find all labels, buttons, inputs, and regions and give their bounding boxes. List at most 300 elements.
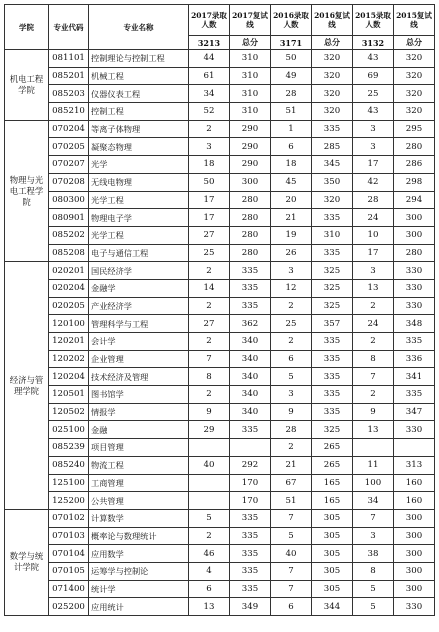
table-row [5, 262, 435, 280]
major-name-cell: 技术经济及管理 [89, 368, 189, 386]
table-row [5, 545, 435, 563]
enroll-2016-cell: 19 [271, 226, 312, 244]
table-row [5, 456, 435, 474]
line-2016-cell: 350 [312, 173, 353, 191]
enroll-2017-cell: 7 [189, 350, 230, 368]
line-2015-cell: 300 [394, 509, 435, 527]
header-name: 专业名称 [89, 5, 189, 50]
line-2017-cell: 310 [230, 67, 271, 85]
line-2016-cell: 325 [312, 297, 353, 315]
major-code-cell: 070105 [49, 562, 89, 580]
enroll-2016-cell: 7 [271, 580, 312, 598]
major-name-cell: 光学工程 [89, 191, 189, 209]
college-cell: 物理与光电工程学院 [5, 120, 49, 262]
line-2017-cell [230, 439, 271, 457]
enroll-2017-cell: 9 [189, 403, 230, 421]
line-2017-cell: 335 [230, 297, 271, 315]
line-2015-cell: 330 [394, 598, 435, 616]
major-code-cell: 085201 [49, 67, 89, 85]
table-row [5, 333, 435, 351]
line-2015-cell: 330 [394, 297, 435, 315]
major-code-cell: 125100 [49, 474, 89, 492]
enroll-2017-cell: 5 [189, 509, 230, 527]
table-row [5, 350, 435, 368]
line-2017-cell: 280 [230, 244, 271, 262]
enroll-2016-cell: 6 [271, 138, 312, 156]
line-2015-cell: 294 [394, 191, 435, 209]
enroll-2015-cell: 25 [353, 85, 394, 103]
line-2016-cell: 320 [312, 85, 353, 103]
enroll-2017-cell: 52 [189, 103, 230, 121]
line-2017-cell: 335 [230, 545, 271, 563]
enroll-2016-cell: 3 [271, 386, 312, 404]
line-2016-cell: 335 [312, 209, 353, 227]
major-code-cell: 070208 [49, 173, 89, 191]
header-college: 学院 [5, 5, 49, 50]
major-name-cell: 企业管理 [89, 350, 189, 368]
line-2017-cell: 310 [230, 85, 271, 103]
line-2017-cell: 280 [230, 226, 271, 244]
enroll-2016-cell: 20 [271, 191, 312, 209]
header-enroll-2017: 2017录取人数 [189, 5, 230, 36]
enroll-2016-cell: 18 [271, 156, 312, 174]
major-name-cell: 仪器仪表工程 [89, 85, 189, 103]
major-code-cell: 070205 [49, 138, 89, 156]
line-2016-cell: 310 [312, 226, 353, 244]
major-name-cell: 会计学 [89, 333, 189, 351]
enroll-2015-cell: 3 [353, 120, 394, 138]
table-row [5, 191, 435, 209]
major-code-cell: 020205 [49, 297, 89, 315]
line-2016-cell: 165 [312, 492, 353, 510]
enroll-2017-cell: 61 [189, 67, 230, 85]
major-name-cell: 金融学 [89, 279, 189, 297]
line-2016-cell: 320 [312, 191, 353, 209]
enroll-2015-cell: 11 [353, 456, 394, 474]
line-2016-cell: 325 [312, 421, 353, 439]
line-2015-cell: 300 [394, 580, 435, 598]
line-2016-cell: 320 [312, 50, 353, 68]
line-2016-cell: 320 [312, 103, 353, 121]
enroll-2015-cell: 43 [353, 103, 394, 121]
enroll-2016-cell: 67 [271, 474, 312, 492]
line-2017-cell: 335 [230, 421, 271, 439]
table-row [5, 509, 435, 527]
enroll-2017-cell: 29 [189, 421, 230, 439]
table-body [5, 50, 435, 616]
enroll-2016-cell: 28 [271, 421, 312, 439]
major-name-cell: 物理电子学 [89, 209, 189, 227]
major-code-cell: 120502 [49, 403, 89, 421]
enroll-2017-cell [189, 439, 230, 457]
major-code-cell: 020204 [49, 279, 89, 297]
major-name-cell: 金融 [89, 421, 189, 439]
enroll-2016-cell: 1 [271, 120, 312, 138]
enroll-2016-cell: 5 [271, 368, 312, 386]
header-enroll-2015: 2015录取人数 [353, 5, 394, 36]
line-2016-cell: 335 [312, 333, 353, 351]
enroll-2016-cell: 9 [271, 403, 312, 421]
major-name-cell: 控制工程 [89, 103, 189, 121]
enroll-2017-cell: 2 [189, 262, 230, 280]
enroll-2016-cell: 7 [271, 509, 312, 527]
line-2015-cell: 280 [394, 244, 435, 262]
table-row [5, 421, 435, 439]
enroll-2015-cell: 8 [353, 350, 394, 368]
enroll-2016-cell: 40 [271, 545, 312, 563]
header-row [5, 5, 435, 36]
line-2015-cell: 298 [394, 173, 435, 191]
major-name-cell: 计算数学 [89, 509, 189, 527]
major-name-cell: 控制理论与控制工程 [89, 50, 189, 68]
major-name-cell: 国民经济学 [89, 262, 189, 280]
line-2017-cell: 335 [230, 262, 271, 280]
enroll-2016-cell: 50 [271, 50, 312, 68]
table-row [5, 50, 435, 68]
header-line-2015: 2015复试线 [394, 5, 435, 36]
line-2015-cell: 286 [394, 156, 435, 174]
line-2015-cell: 330 [394, 262, 435, 280]
major-name-cell: 电子与通信工程 [89, 244, 189, 262]
line-2017-cell: 170 [230, 492, 271, 510]
enroll-2015-cell: 100 [353, 474, 394, 492]
enroll-2015-cell: 42 [353, 173, 394, 191]
major-code-cell: 085208 [49, 244, 89, 262]
enroll-2017-cell: 17 [189, 209, 230, 227]
major-code-cell: 070104 [49, 545, 89, 563]
line-2016-cell: 305 [312, 509, 353, 527]
line-2015-cell: 300 [394, 527, 435, 545]
line-2015-cell: 300 [394, 562, 435, 580]
line-2016-cell: 265 [312, 439, 353, 457]
line-2015-cell: 347 [394, 403, 435, 421]
enroll-2015-cell: 17 [353, 244, 394, 262]
table-row [5, 562, 435, 580]
enroll-2015-cell: 10 [353, 226, 394, 244]
enroll-2017-cell: 6 [189, 580, 230, 598]
table-row [5, 598, 435, 616]
table-row [5, 103, 435, 121]
table-row [5, 368, 435, 386]
enroll-2015-cell: 2 [353, 386, 394, 404]
enroll-2017-cell: 8 [189, 368, 230, 386]
line-2017-cell: 349 [230, 598, 271, 616]
table-row [5, 403, 435, 421]
table-row [5, 315, 435, 333]
enroll-2016-cell: 21 [271, 456, 312, 474]
enroll-2017-cell [189, 492, 230, 510]
line-2016-cell: 265 [312, 456, 353, 474]
major-code-cell: 120100 [49, 315, 89, 333]
major-name-cell: 产业经济学 [89, 297, 189, 315]
line-2015-cell: 300 [394, 226, 435, 244]
table-row [5, 492, 435, 510]
enroll-2017-cell: 27 [189, 226, 230, 244]
major-code-cell: 085202 [49, 226, 89, 244]
line-2015-cell: 320 [394, 103, 435, 121]
major-name-cell: 物流工程 [89, 456, 189, 474]
total-enroll-2016: 3171 [271, 36, 312, 50]
college-cell: 数学与统计学院 [5, 509, 49, 615]
enroll-2015-cell: 24 [353, 315, 394, 333]
header-line-2017: 2017复试线 [230, 5, 271, 36]
table-row [5, 527, 435, 545]
enroll-2015-cell: 34 [353, 492, 394, 510]
major-code-cell: 125200 [49, 492, 89, 510]
line-2017-cell: 310 [230, 50, 271, 68]
college-cell: 经济与管理学院 [5, 262, 49, 510]
table-row [5, 244, 435, 262]
line-2016-cell: 335 [312, 120, 353, 138]
enroll-2017-cell: 2 [189, 527, 230, 545]
line-2016-cell: 335 [312, 403, 353, 421]
enroll-2015-cell: 17 [353, 156, 394, 174]
enroll-2017-cell: 46 [189, 545, 230, 563]
line-2016-cell: 305 [312, 562, 353, 580]
major-name-cell: 运筹学与控制论 [89, 562, 189, 580]
enroll-2015-cell: 24 [353, 209, 394, 227]
line-2017-cell: 340 [230, 350, 271, 368]
total-line-2017: 总分 [230, 36, 271, 50]
line-2016-cell: 320 [312, 67, 353, 85]
line-2015-cell: 320 [394, 67, 435, 85]
enroll-2017-cell: 27 [189, 315, 230, 333]
line-2016-cell: 165 [312, 474, 353, 492]
table-row [5, 226, 435, 244]
major-name-cell: 统计学 [89, 580, 189, 598]
table-row [5, 120, 435, 138]
total-enroll-2015: 3132 [353, 36, 394, 50]
enroll-2016-cell: 7 [271, 562, 312, 580]
line-2017-cell: 300 [230, 173, 271, 191]
line-2015-cell: 330 [394, 421, 435, 439]
major-code-cell: 080901 [49, 209, 89, 227]
table-row [5, 138, 435, 156]
line-2016-cell: 325 [312, 279, 353, 297]
table-row [5, 209, 435, 227]
line-2017-cell: 340 [230, 333, 271, 351]
line-2015-cell: 320 [394, 85, 435, 103]
line-2016-cell: 335 [312, 350, 353, 368]
table-row [5, 474, 435, 492]
header-enroll-2016: 2016录取人数 [271, 5, 312, 36]
line-2015-cell: 160 [394, 492, 435, 510]
enroll-2016-cell: 3 [271, 262, 312, 280]
major-name-cell: 工商管理 [89, 474, 189, 492]
enroll-2016-cell: 51 [271, 492, 312, 510]
line-2017-cell: 310 [230, 103, 271, 121]
major-code-cell: 085210 [49, 103, 89, 121]
line-2016-cell: 335 [312, 386, 353, 404]
line-2017-cell: 280 [230, 191, 271, 209]
line-2015-cell [394, 439, 435, 457]
line-2017-cell: 340 [230, 368, 271, 386]
major-name-cell: 应用统计 [89, 598, 189, 616]
enroll-2016-cell: 12 [271, 279, 312, 297]
major-code-cell: 120202 [49, 350, 89, 368]
major-code-cell: 070207 [49, 156, 89, 174]
line-2015-cell: 160 [394, 474, 435, 492]
line-2016-cell: 344 [312, 598, 353, 616]
enroll-2017-cell: 50 [189, 173, 230, 191]
line-2016-cell: 335 [312, 368, 353, 386]
major-code-cell: 120204 [49, 368, 89, 386]
line-2015-cell: 280 [394, 138, 435, 156]
enroll-2017-cell: 25 [189, 244, 230, 262]
line-2017-cell: 340 [230, 403, 271, 421]
enroll-2017-cell: 2 [189, 120, 230, 138]
table-row [5, 67, 435, 85]
major-code-cell: 081101 [49, 50, 89, 68]
line-2016-cell: 285 [312, 138, 353, 156]
line-2015-cell: 335 [394, 386, 435, 404]
table-row [5, 156, 435, 174]
enroll-2015-cell: 2 [353, 297, 394, 315]
line-2016-cell: 305 [312, 580, 353, 598]
line-2017-cell: 335 [230, 509, 271, 527]
enroll-2015-cell: 43 [353, 50, 394, 68]
enroll-2017-cell [189, 474, 230, 492]
enroll-2017-cell: 4 [189, 562, 230, 580]
enroll-2016-cell: 2 [271, 439, 312, 457]
enroll-2015-cell: 13 [353, 279, 394, 297]
line-2015-cell: 335 [394, 333, 435, 351]
major-name-cell: 等离子体物理 [89, 120, 189, 138]
major-name-cell: 概率论与数理统计 [89, 527, 189, 545]
line-2017-cell: 292 [230, 456, 271, 474]
enroll-2016-cell: 25 [271, 315, 312, 333]
total-line-2016: 总分 [312, 36, 353, 50]
line-2015-cell: 320 [394, 50, 435, 68]
enroll-2016-cell: 6 [271, 350, 312, 368]
line-2017-cell: 170 [230, 474, 271, 492]
major-code-cell: 020201 [49, 262, 89, 280]
line-2016-cell: 325 [312, 262, 353, 280]
major-code-cell: 085240 [49, 456, 89, 474]
enroll-2015-cell: 28 [353, 191, 394, 209]
enroll-2016-cell: 21 [271, 209, 312, 227]
line-2015-cell: 348 [394, 315, 435, 333]
line-2017-cell: 290 [230, 156, 271, 174]
line-2017-cell: 290 [230, 120, 271, 138]
line-2017-cell: 335 [230, 279, 271, 297]
line-2017-cell: 335 [230, 527, 271, 545]
enroll-2017-cell: 44 [189, 50, 230, 68]
line-2016-cell: 345 [312, 156, 353, 174]
enroll-2016-cell: 51 [271, 103, 312, 121]
enroll-2016-cell: 28 [271, 85, 312, 103]
line-2017-cell: 335 [230, 562, 271, 580]
enroll-2015-cell: 2 [353, 333, 394, 351]
table-row [5, 297, 435, 315]
table-row [5, 386, 435, 404]
line-2015-cell: 300 [394, 545, 435, 563]
enroll-2016-cell: 5 [271, 527, 312, 545]
enroll-2017-cell: 13 [189, 598, 230, 616]
major-name-cell: 机械工程 [89, 67, 189, 85]
line-2015-cell: 330 [394, 279, 435, 297]
header-code: 专业代码 [49, 5, 89, 50]
major-code-cell: 071400 [49, 580, 89, 598]
major-name-cell: 图书馆学 [89, 386, 189, 404]
line-2016-cell: 305 [312, 527, 353, 545]
line-2016-cell: 305 [312, 545, 353, 563]
total-enroll-2017: 3213 [189, 36, 230, 50]
enroll-2017-cell: 2 [189, 386, 230, 404]
enroll-2015-cell [353, 439, 394, 457]
line-2016-cell: 335 [312, 244, 353, 262]
table-row [5, 173, 435, 191]
major-name-cell: 光学工程 [89, 226, 189, 244]
table-row [5, 439, 435, 457]
enroll-2015-cell: 13 [353, 421, 394, 439]
enroll-2016-cell: 26 [271, 244, 312, 262]
major-name-cell: 光学 [89, 156, 189, 174]
enroll-2015-cell: 8 [353, 562, 394, 580]
major-name-cell: 管理科学与工程 [89, 315, 189, 333]
enroll-2015-cell: 7 [353, 509, 394, 527]
major-code-cell: 120201 [49, 333, 89, 351]
major-code-cell: 070103 [49, 527, 89, 545]
major-code-cell: 080300 [49, 191, 89, 209]
line-2017-cell: 335 [230, 580, 271, 598]
enroll-2017-cell: 17 [189, 191, 230, 209]
enroll-2016-cell: 2 [271, 297, 312, 315]
line-2015-cell: 295 [394, 120, 435, 138]
major-name-cell: 公共管理 [89, 492, 189, 510]
line-2015-cell: 336 [394, 350, 435, 368]
enroll-2015-cell: 69 [353, 67, 394, 85]
major-code-cell: 025100 [49, 421, 89, 439]
line-2017-cell: 362 [230, 315, 271, 333]
major-name-cell: 无线电物理 [89, 173, 189, 191]
major-name-cell: 应用数学 [89, 545, 189, 563]
major-code-cell: 085239 [49, 439, 89, 457]
enroll-2016-cell: 6 [271, 598, 312, 616]
enroll-2015-cell: 7 [353, 368, 394, 386]
enroll-2015-cell: 3 [353, 527, 394, 545]
enroll-2015-cell: 5 [353, 598, 394, 616]
major-name-cell: 情报学 [89, 403, 189, 421]
line-2017-cell: 290 [230, 138, 271, 156]
major-code-cell: 120501 [49, 386, 89, 404]
line-2015-cell: 341 [394, 368, 435, 386]
enroll-2015-cell: 5 [353, 580, 394, 598]
enroll-2015-cell: 38 [353, 545, 394, 563]
enroll-2017-cell: 3 [189, 138, 230, 156]
college-cell: 机电工程学院 [5, 50, 49, 121]
total-line-2015: 总分 [394, 36, 435, 50]
enroll-2015-cell: 9 [353, 403, 394, 421]
major-name-cell: 凝聚态物理 [89, 138, 189, 156]
line-2015-cell: 313 [394, 456, 435, 474]
enroll-2015-cell: 3 [353, 138, 394, 156]
line-2016-cell: 357 [312, 315, 353, 333]
enroll-2017-cell: 18 [189, 156, 230, 174]
major-code-cell: 025200 [49, 598, 89, 616]
table-row [5, 580, 435, 598]
enroll-2017-cell: 40 [189, 456, 230, 474]
enroll-2017-cell: 34 [189, 85, 230, 103]
major-code-cell: 085203 [49, 85, 89, 103]
enroll-2016-cell: 45 [271, 173, 312, 191]
enroll-2016-cell: 2 [271, 333, 312, 351]
enroll-2015-cell: 3 [353, 262, 394, 280]
major-name-cell: 项目管理 [89, 439, 189, 457]
line-2017-cell: 340 [230, 386, 271, 404]
enroll-2017-cell: 14 [189, 279, 230, 297]
header-line-2016: 2016复试线 [312, 5, 353, 36]
